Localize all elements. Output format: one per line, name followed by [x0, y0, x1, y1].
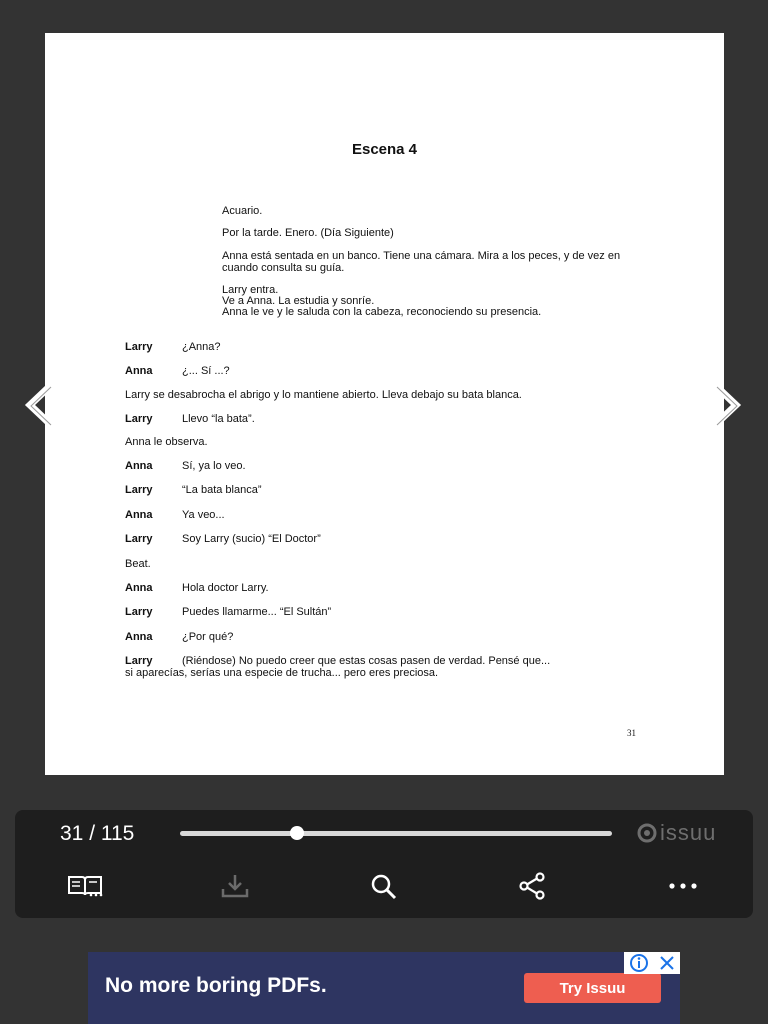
stage-direction: Acuario.: [222, 205, 263, 217]
ad-choices: [624, 952, 680, 974]
speaker-name: Anna: [125, 460, 153, 472]
issuu-logo[interactable]: [637, 820, 716, 846]
page-counter: 31 / 115: [60, 822, 135, 845]
share-button[interactable]: [513, 868, 553, 904]
speech-text: Llevo “la bata”.: [182, 413, 255, 425]
speaker-name: Larry: [125, 533, 153, 545]
speech-continuation: si aparecías, serías una especie de trucha... pero eres preciosa.: [125, 667, 439, 679]
speaker-name: Larry: [125, 606, 153, 618]
speech-text: “La bata blanca”: [182, 484, 262, 496]
more-button[interactable]: [663, 868, 703, 904]
page-slider-handle[interactable]: [290, 826, 304, 840]
stage-direction: Anna le ve y le saluda con la cabeza, reconociendo su presencia.: [222, 306, 542, 318]
chevron-left-icon: [20, 380, 60, 430]
speaker-name: Larry: [125, 655, 153, 667]
scene-title: Escena 4: [351, 141, 418, 158]
speech-text: ¿Anna?: [182, 341, 221, 353]
speaker-name: Larry: [125, 413, 153, 425]
stage-direction: Larry entra.: [222, 284, 279, 296]
search-button[interactable]: [364, 868, 404, 904]
try-issuu-button[interactable]: Try Issuu: [524, 973, 661, 1003]
document-page: [45, 33, 724, 775]
issuu-logo-icon: [637, 823, 657, 843]
speaker-name: Anna: [125, 365, 153, 377]
speech-text: (Riéndose) No puedo creer que estas cosas pasen de verdad. Pensé que...: [182, 655, 551, 667]
reader-mode-icon: [67, 874, 105, 898]
share-icon: [517, 872, 549, 900]
speech-text: Hola doctor Larry.: [182, 582, 269, 594]
speaker-name: Larry: [125, 484, 153, 496]
speech-text: ¿... Sí ...?: [182, 365, 230, 377]
more-icon: [666, 872, 700, 900]
stage-direction: Larry se desabrocha el abrigo y lo mantiene abierto. Lleva debajo su bata blanca.: [125, 389, 522, 401]
speech-text: Ya veo...: [182, 509, 225, 521]
previous-page-button[interactable]: [20, 380, 60, 430]
stage-direction: Anna está sentada en un banco. Tiene una cámara. Mira a los peces, y de vez en cuando consulta su guía.: [222, 250, 621, 274]
next-page-button[interactable]: [706, 380, 746, 430]
reader-mode-button[interactable]: [66, 868, 106, 904]
stage-direction: Ve a Anna. La estudia y sonríe.: [222, 295, 375, 307]
speaker-name: Anna: [125, 509, 153, 521]
download-icon: [219, 872, 251, 900]
ad-banner[interactable]: [88, 952, 680, 1024]
speech-text: Soy Larry (sucio) “El Doctor”: [182, 533, 321, 545]
issuu-wordmark: issuu: [660, 820, 717, 845]
download-button[interactable]: [215, 868, 255, 904]
stage-direction: Por la tarde. Enero. (Día Siguiente): [222, 227, 394, 239]
ad-close-icon[interactable]: [657, 953, 677, 973]
speaker-name: Anna: [125, 631, 153, 643]
stage-direction: Anna le observa.: [125, 436, 208, 448]
speaker-name: Larry: [125, 341, 153, 353]
speech-text: Puedes llamarme... “El Sultán”: [182, 606, 332, 618]
speech-text: Sí, ya lo veo.: [182, 460, 246, 472]
stage-direction: Beat.: [125, 558, 151, 570]
page-number: 31: [627, 728, 636, 738]
speaker-name: Anna: [125, 582, 153, 594]
page-slider[interactable]: [180, 831, 612, 836]
ad-headline: No more boring PDFs.: [105, 974, 327, 997]
search-icon: [368, 872, 400, 900]
chevron-right-icon: [706, 380, 746, 430]
viewer-toolbar: [15, 810, 753, 918]
ad-info-icon[interactable]: [628, 953, 650, 973]
speech-text: ¿Por qué?: [182, 631, 234, 643]
